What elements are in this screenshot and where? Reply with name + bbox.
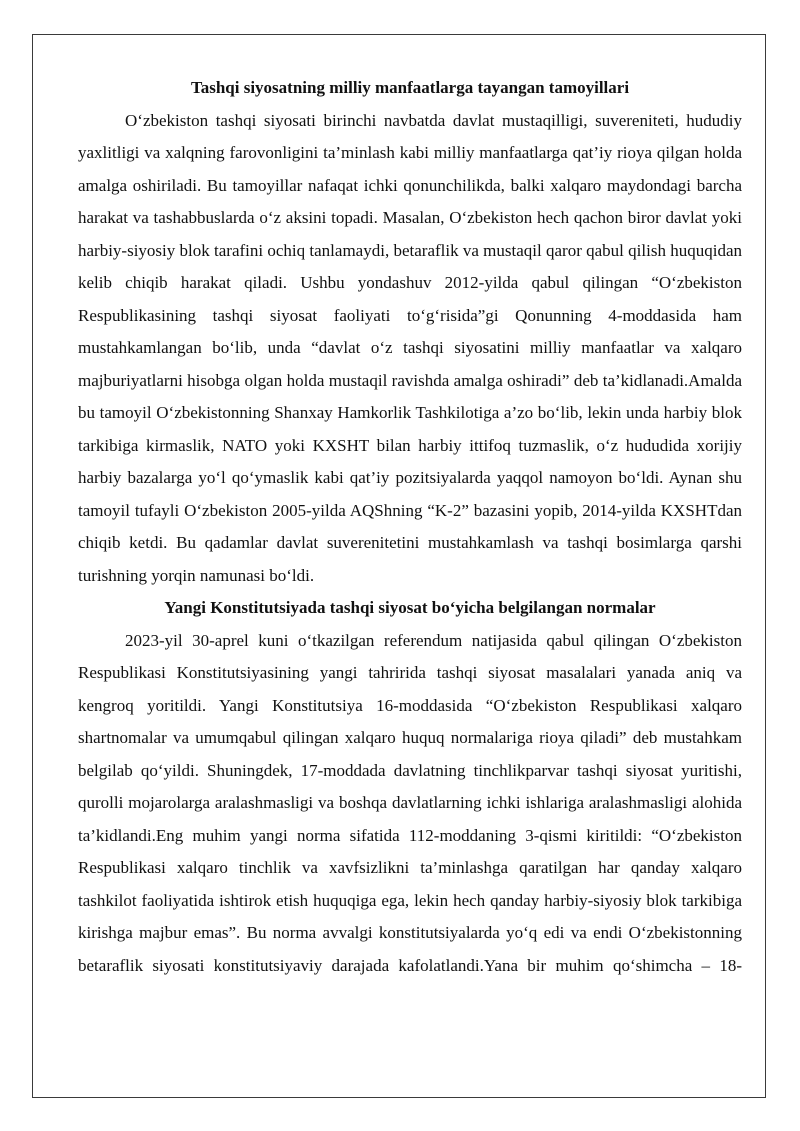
paragraph-principles: O‘zbekiston tashqi siyosati birinchi navbatda davlat mustaqilligi, suvereniteti, hududiy yaxlitligi va xalqning farovonligini ta’minlash kabi milliy manfaatlarga qat’iy rioya qilgan holda amalga oshiriladi. Bu tamoyillar nafaqat ichki qonunchilikda, balki xalqaro maydondagi barcha harakat va tashabbuslarda o‘z aksini topadi. Masalan, O‘zbekiston hech qachon biror davlat yoki harbiy-siyosiy blok tarafini ochiq tanlamaydi, betaraflik va mustaqil qaror qabul qilish huquqidan kelib chiqib harakat qiladi. Ushbu yondashuv 2012-yilda qabul qilingan “O‘zbekiston Respublikasining tashqi siyosat faoliyati to‘g‘risida”gi Qonunning 4-moddasida ham mustahkamlangan bo‘lib, unda “davlat o‘z tashqi siyosatini milliy manfaatlar va xalqaro majburiyatlarni hisobga olgan holda mustaqil ravishda amalga oshiradi” deb ta’kidlanadi.Amalda bu tamoyil O‘zbekistonning Shanxay Hamkorlik Tashkilotiga a’zo bo‘lib, lekin unda harbiy blok tarkibiga kirmaslik, NATO yoki KXSHT bilan harbiy ittifoq tuzmaslik, o‘z hududida xorijiy harbiy bazalarga yo‘l qo‘ymaslik kabi qat’iy pozitsiyalarda yaqqol namoyon bo‘ldi. Aynan shu tamoyil tufayli O‘zbekiston 2005-yilda AQShning “K-2” bazasini yopib, 2014-yilda KXSHTdan chiqib ketdi. Bu qadamlar davlat suverenitetini mustahkamlash va tashqi bosimlarga qarshi turishning yorqin namunasi bo‘ldi.: [78, 110, 742, 585]
section-heading-constitution: Yangi Konstitutsiyada tashqi siyosat bo‘yicha belgilangan normalar: [164, 598, 656, 617]
section-heading-principles: Tashqi siyosatning milliy manfaatlarga tayangan tamoyillari: [190, 78, 630, 97]
document-body: [78, 72, 742, 982]
paragraph-constitution: 2023-yil 30-aprel kuni o‘tkazilgan referendum natijasida qabul qilingan O‘zbekiston Respublikasi Konstitutsiyasining yangi tahririda tashqi siyosat masalalari yanada aniq va kengroq yoritildi. Yangi Konstitutsiya 16-moddasida “O‘zbekiston Respublikasi xalqaro shartnomalar va umumqabul qilingan xalqaro huquq normalariga rioya qiladi” deb mustahkam belgilab qo‘yildi. Shuningdek, 17-moddada davlatning tinchlikparvar tashqi siyosat yuritishi, qurolli mojarolarga aralashmasligi va boshqa davlatlarning ichki ishlariga aralashmasligi alohida ta’kidlandi.Eng muhim yangi norma sifatida 112-moddaning 3-qismi kiritildi: “O‘zbekiston Respublikasi xalqaro tinchlik va xavfsizlikni ta’minlashga qaratilgan har qanday xalqaro tashkilot faoliyatida ishtirok etish huquqiga ega, lekin hech qanday harbiy-siyosiy blok tarkibiga kirishga majbur emas”. Bu norma avvalgi konstitutsiyalarda yo‘q edi va endi O‘zbekistonning betaraflik siyosati konstitutsiyaviy darajada kafolatlandi.Yana bir muhim qo‘shimcha – 18-: [78, 630, 742, 975]
